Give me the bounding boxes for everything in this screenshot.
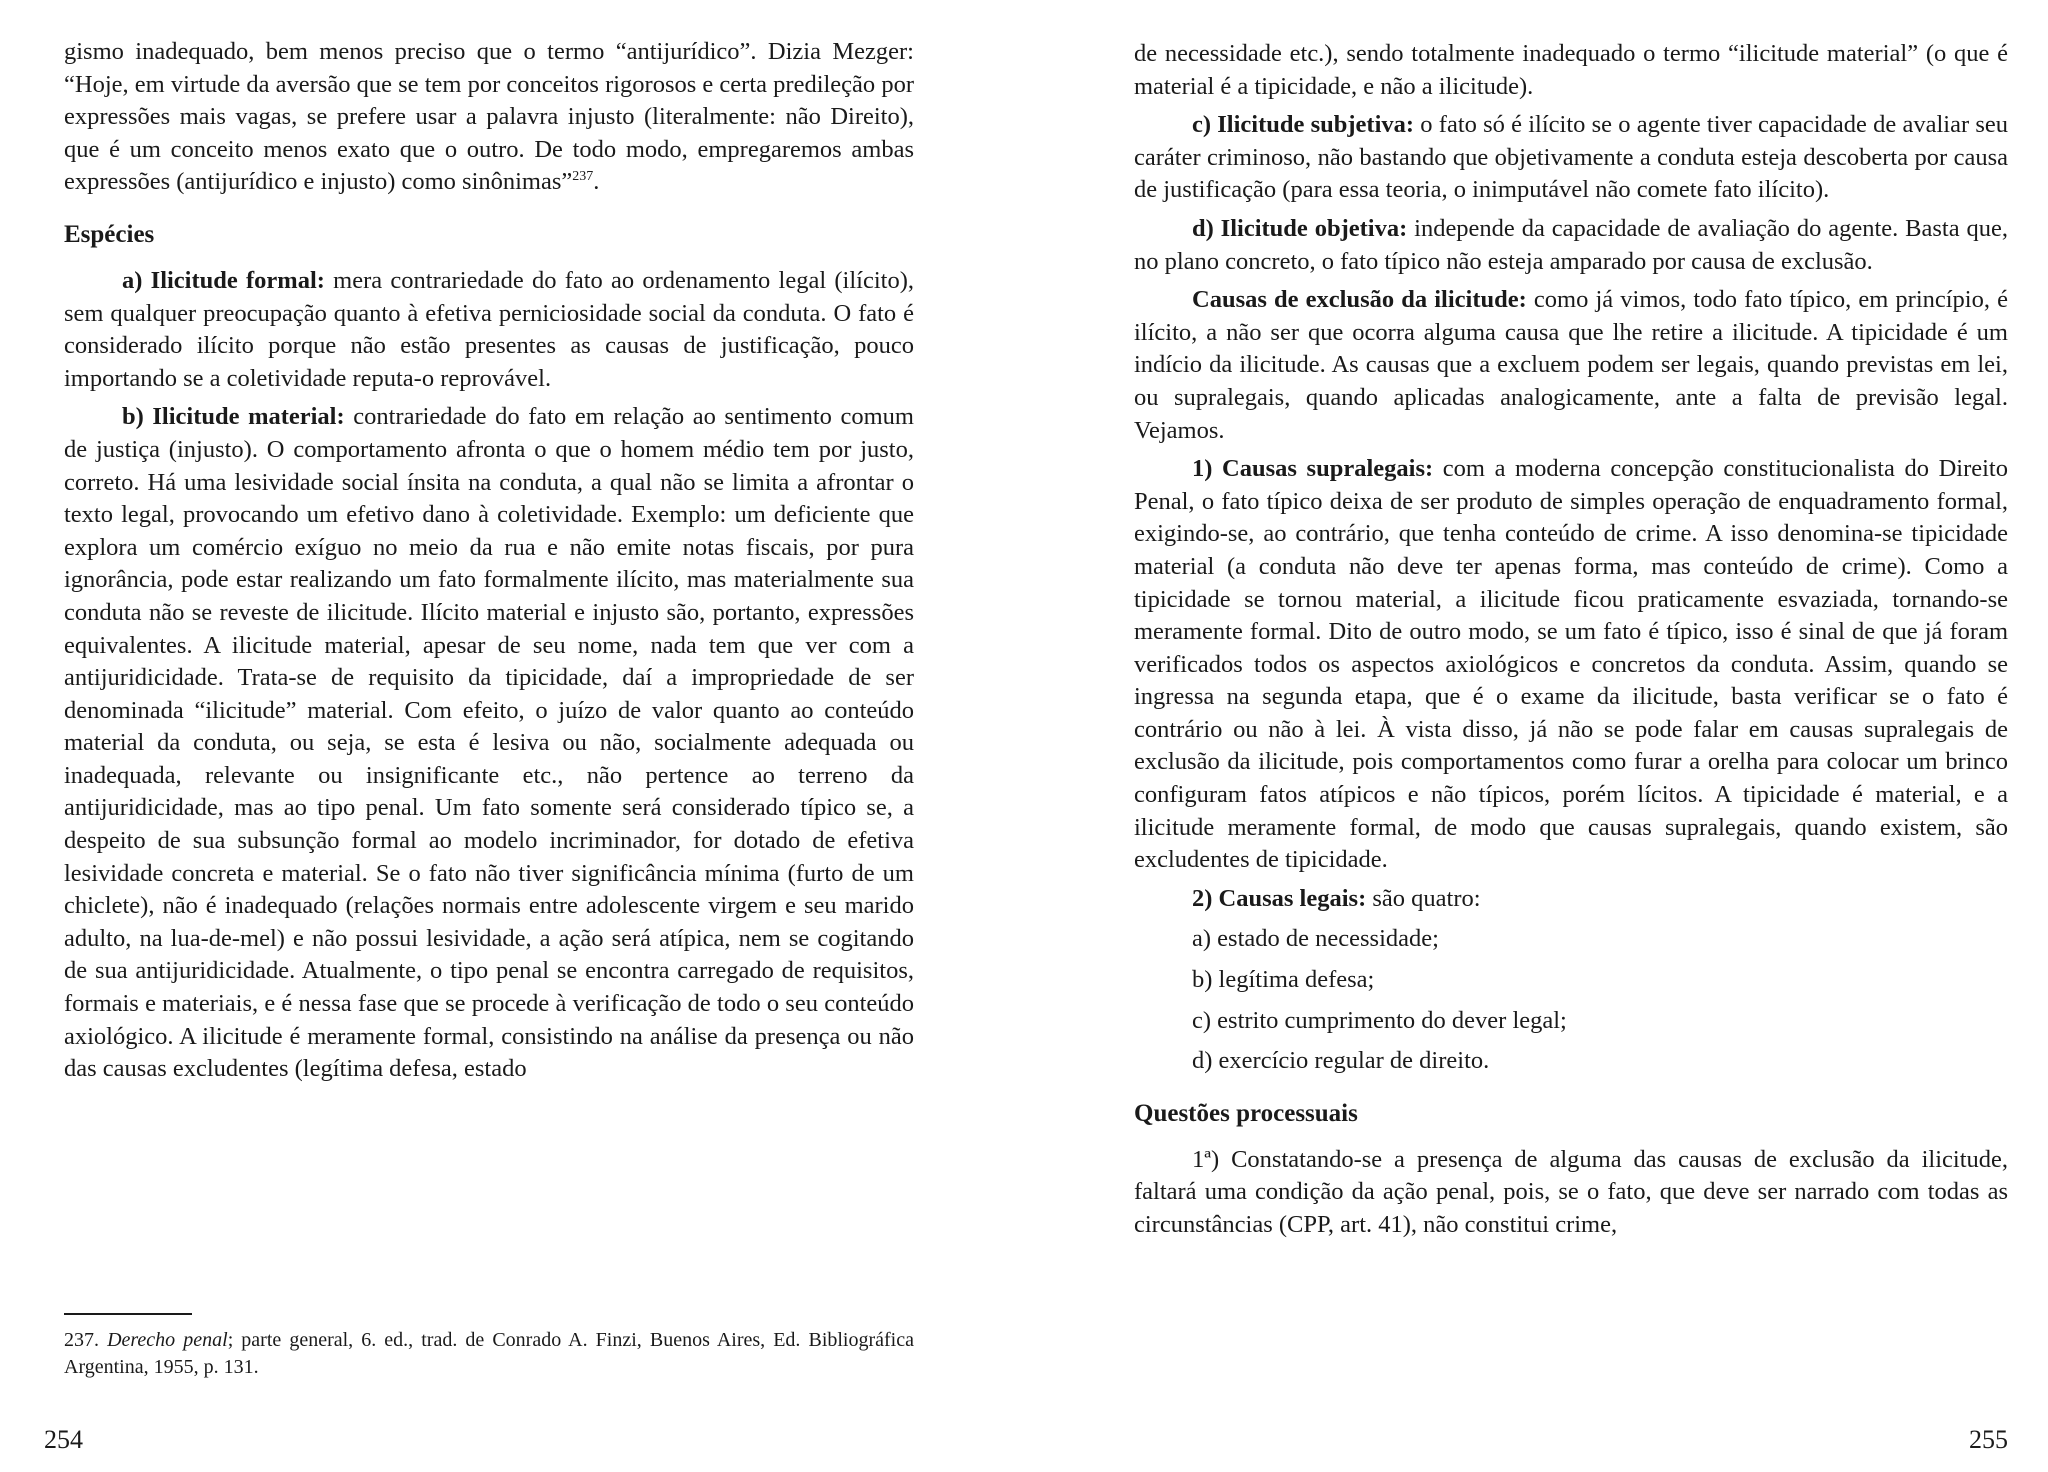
list-item: a) estado de necessidade;: [1192, 925, 1439, 953]
item-d-paragraph: [1134, 213, 2008, 278]
footnote-rest: ; parte general, 6. ed., trad. de Conrado A. Finzi, Buenos Aires, Ed. Bibliográfica Argentina, 1955, p. 131.: [64, 1329, 914, 1378]
item-b-paragraph: [64, 401, 914, 1085]
item-c-text: o fato só é ilícito se o agente tiver capacidade de avaliar seu caráter criminoso, não bastando que objetivamente a conduta esteja descoberta por causa de justificação (para essa teoria, o inimputável não comete fato ilícito).: [1134, 111, 2008, 204]
intro-text: gismo inadequado, bem menos preciso que o termo “antijurídico”. Dizia Mezger: “Hoje, em virtude da aversão que se tem por conceitos rigorosos e certa predileção por expressões mais vagas, se prefere usar a palavra injusto (literalmente: não Direito), que é um conceito menos exato que o outro. De todo modo, empregaremos ambas expressões (antijurídico e injusto) como sinônimas”: [64, 38, 914, 196]
right-page-body: [1134, 38, 2008, 1242]
causas-exclusao-label: Causas de exclusão da ilicitude:: [1192, 286, 1527, 314]
questao-1-text: Constatando-se a presença de alguma das causas de exclusão da ilicitude, faltará uma condição da ação penal, pois, se o fato, que deve ser narrado com todas as circunstâncias (CPP, art. 41), não constitui crime,: [1134, 1145, 2008, 1238]
list-item: d) exercício regular de direito.: [1192, 1047, 1490, 1075]
continuation-paragraph: de necessidade etc.), sendo totalmente inadequado o termo “ilicitude material” (o que é material é a tipicidade, e não a ilicitude).: [1134, 40, 2008, 100]
list-item: b) legítima defesa;: [1192, 966, 1375, 994]
item-a-text: mera contrariedade do fato ao ordenamento legal (ilícito), sem qualquer preocupação quanto à efetiva perniciosidade social da conduta. O fato é considerado ilícito porque não estão presentes as causas de justificação, pouco importando se a coletividade reputa-o reprovável.: [64, 266, 915, 392]
footnote-title: Derecho penal: [107, 1329, 228, 1351]
item-b-text: contrariedade do fato em relação ao sentimento comum de justiça (injusto). O comportamento afronta o que o homem médio tem por justo, correto. Há uma lesividade social ínsita na conduta, a qual não se limita a afrontar o texto legal, provocando um efetivo dano à coletividade. Exemplo: um deficiente que explora um comércio exíguo no meio da rua e não emite notas fiscais, por pura ignorância, pode estar realizando um fato formalmente ilícito, mas materialmente sua conduta não se reveste de ilicitude. Ilícito material e injusto são, portanto, expressões equivalentes. A ilicitude material, apesar de seu nome, nada tem que ver com a antijuridicidade. Trata-se de requisito da tipicidade, daí a impropriedade de ser denominada “ilicitude” material. Com efeito, o juízo de valor quanto ao conteúdo material da conduta, ou seja, se esta é lesiva ou não, socialmente adequada ou inadequada, relevante ou insignificante etc., não pertence ao terreno da antijuridicidade, mas ao tipo penal. Um fato somente será considerado típico se, a despeito de sua subsunção formal ao modelo incriminador, for dotado de efetiva lesividade concreta e material. Se o fato não tiver significância mínima (furto de um chiclete), não é inadequado (relações normais entre adolescente virgem e seu marido adulto, na lua-de-mel) e não possui lesividade, a ação será atípica, nem se cogitando de sua antijuridicidade. Atualmente, o tipo penal se encontra carregado de requisitos, formais e materiais, e é nessa fase que se procede à verificação de todo o seu conteúdo axiológico. A ilicitude é meramente formal, consistindo na análise da presença ou não das causas excludentes (legítima defesa, estado: [64, 403, 914, 1083]
item-c-label: c) Ilicitude subjetiva:: [1192, 111, 1415, 139]
questao-1-label: 1ª): [1192, 1145, 1220, 1173]
causas-legais-list: [1134, 923, 2008, 1077]
right-page: [1024, 0, 2048, 1472]
item-d-label: d) Ilicitude objetiva:: [1192, 214, 1408, 242]
footnote-237: [64, 1327, 914, 1381]
item-d-text: independe da capacidade de avaliação do agente. Basta que, no plano concreto, o fato típico não esteja amparado por causa de exclusão.: [1134, 214, 2009, 275]
causas-legais-label: 2) Causas legais:: [1192, 884, 1367, 912]
heading-especies: Espécies: [64, 220, 155, 248]
causas-exclusao-text: como já vimos, todo fato típico, em princípio, é ilícito, a não ser que ocorra alguma causa que lhe retire a ilicitude. A tipicidade é um indício da ilicitude. As causas que a excluem podem ser legais, quando previstas em lei, ou supralegais, quando aplicadas analogicamente, ante a falta de previsão legal. Vejamos.: [1134, 286, 2008, 444]
causas-supralegais-text: com a moderna concepção constitucionalista do Direito Penal, o fato típico deixa de ser produto de simples operação de enquadramento formal, exigindo-se, ao contrário, que tenha conteúdo de crime. A isso denomina-se tipicidade material (a conduta não deve ter apenas forma, mas conteúdo de crime). Como a tipicidade se tornou material, a ilicitude ficou praticamente esvaziada, tornando-se meramente formal. Dito de outro modo, se um fato é típico, isso é sinal de que já foram verificados todos os aspectos axiológicos e concretos da conduta. Assim, quando se ingressa na segunda etapa, que é o exame da ilicitude, basta verificar se o fato é contrário ou não à lei. À vista disso, já não se pode falar em causas supralegais de exclusão da ilicitude, pois comportamentos como furar a orelha para colocar um brinco configuram fatos atípicos e não típicos, porém lícitos. A tipicidade é material, e a ilicitude meramente formal, de modo que causas supralegais, quando existem, são excludentes de tipicidade.: [1134, 455, 2008, 874]
item-a-label: a) Ilicitude formal:: [122, 266, 325, 294]
page-number-left: 254: [44, 1425, 83, 1454]
intro-end: .: [593, 168, 600, 196]
causas-exclusao-paragraph: [1134, 284, 2008, 447]
heading-questoes-processuais: Questões processuais: [1134, 1099, 1358, 1127]
page-number-right: 255: [1969, 1425, 2008, 1454]
footnote-marker: 237: [572, 169, 594, 185]
causas-supralegais-label: 1) Causas supralegais:: [1192, 455, 1434, 483]
causas-legais-paragraph: [1134, 883, 2008, 916]
causas-supralegais-paragraph: [1134, 453, 2008, 877]
footnote-number: 237.: [64, 1329, 108, 1351]
item-b-label: b) Ilicitude material:: [122, 403, 345, 431]
item-a-paragraph: [64, 265, 914, 395]
list-item: c) estrito cumprimento do dever legal;: [1192, 1006, 1567, 1034]
questao-1-paragraph: [1134, 1144, 2008, 1242]
causas-legais-text: são quatro:: [1366, 884, 1481, 912]
left-page-body: [64, 36, 914, 1086]
item-c-paragraph: [1134, 109, 2008, 207]
intro-paragraph: [64, 36, 914, 199]
footnote-divider: [64, 1313, 192, 1315]
